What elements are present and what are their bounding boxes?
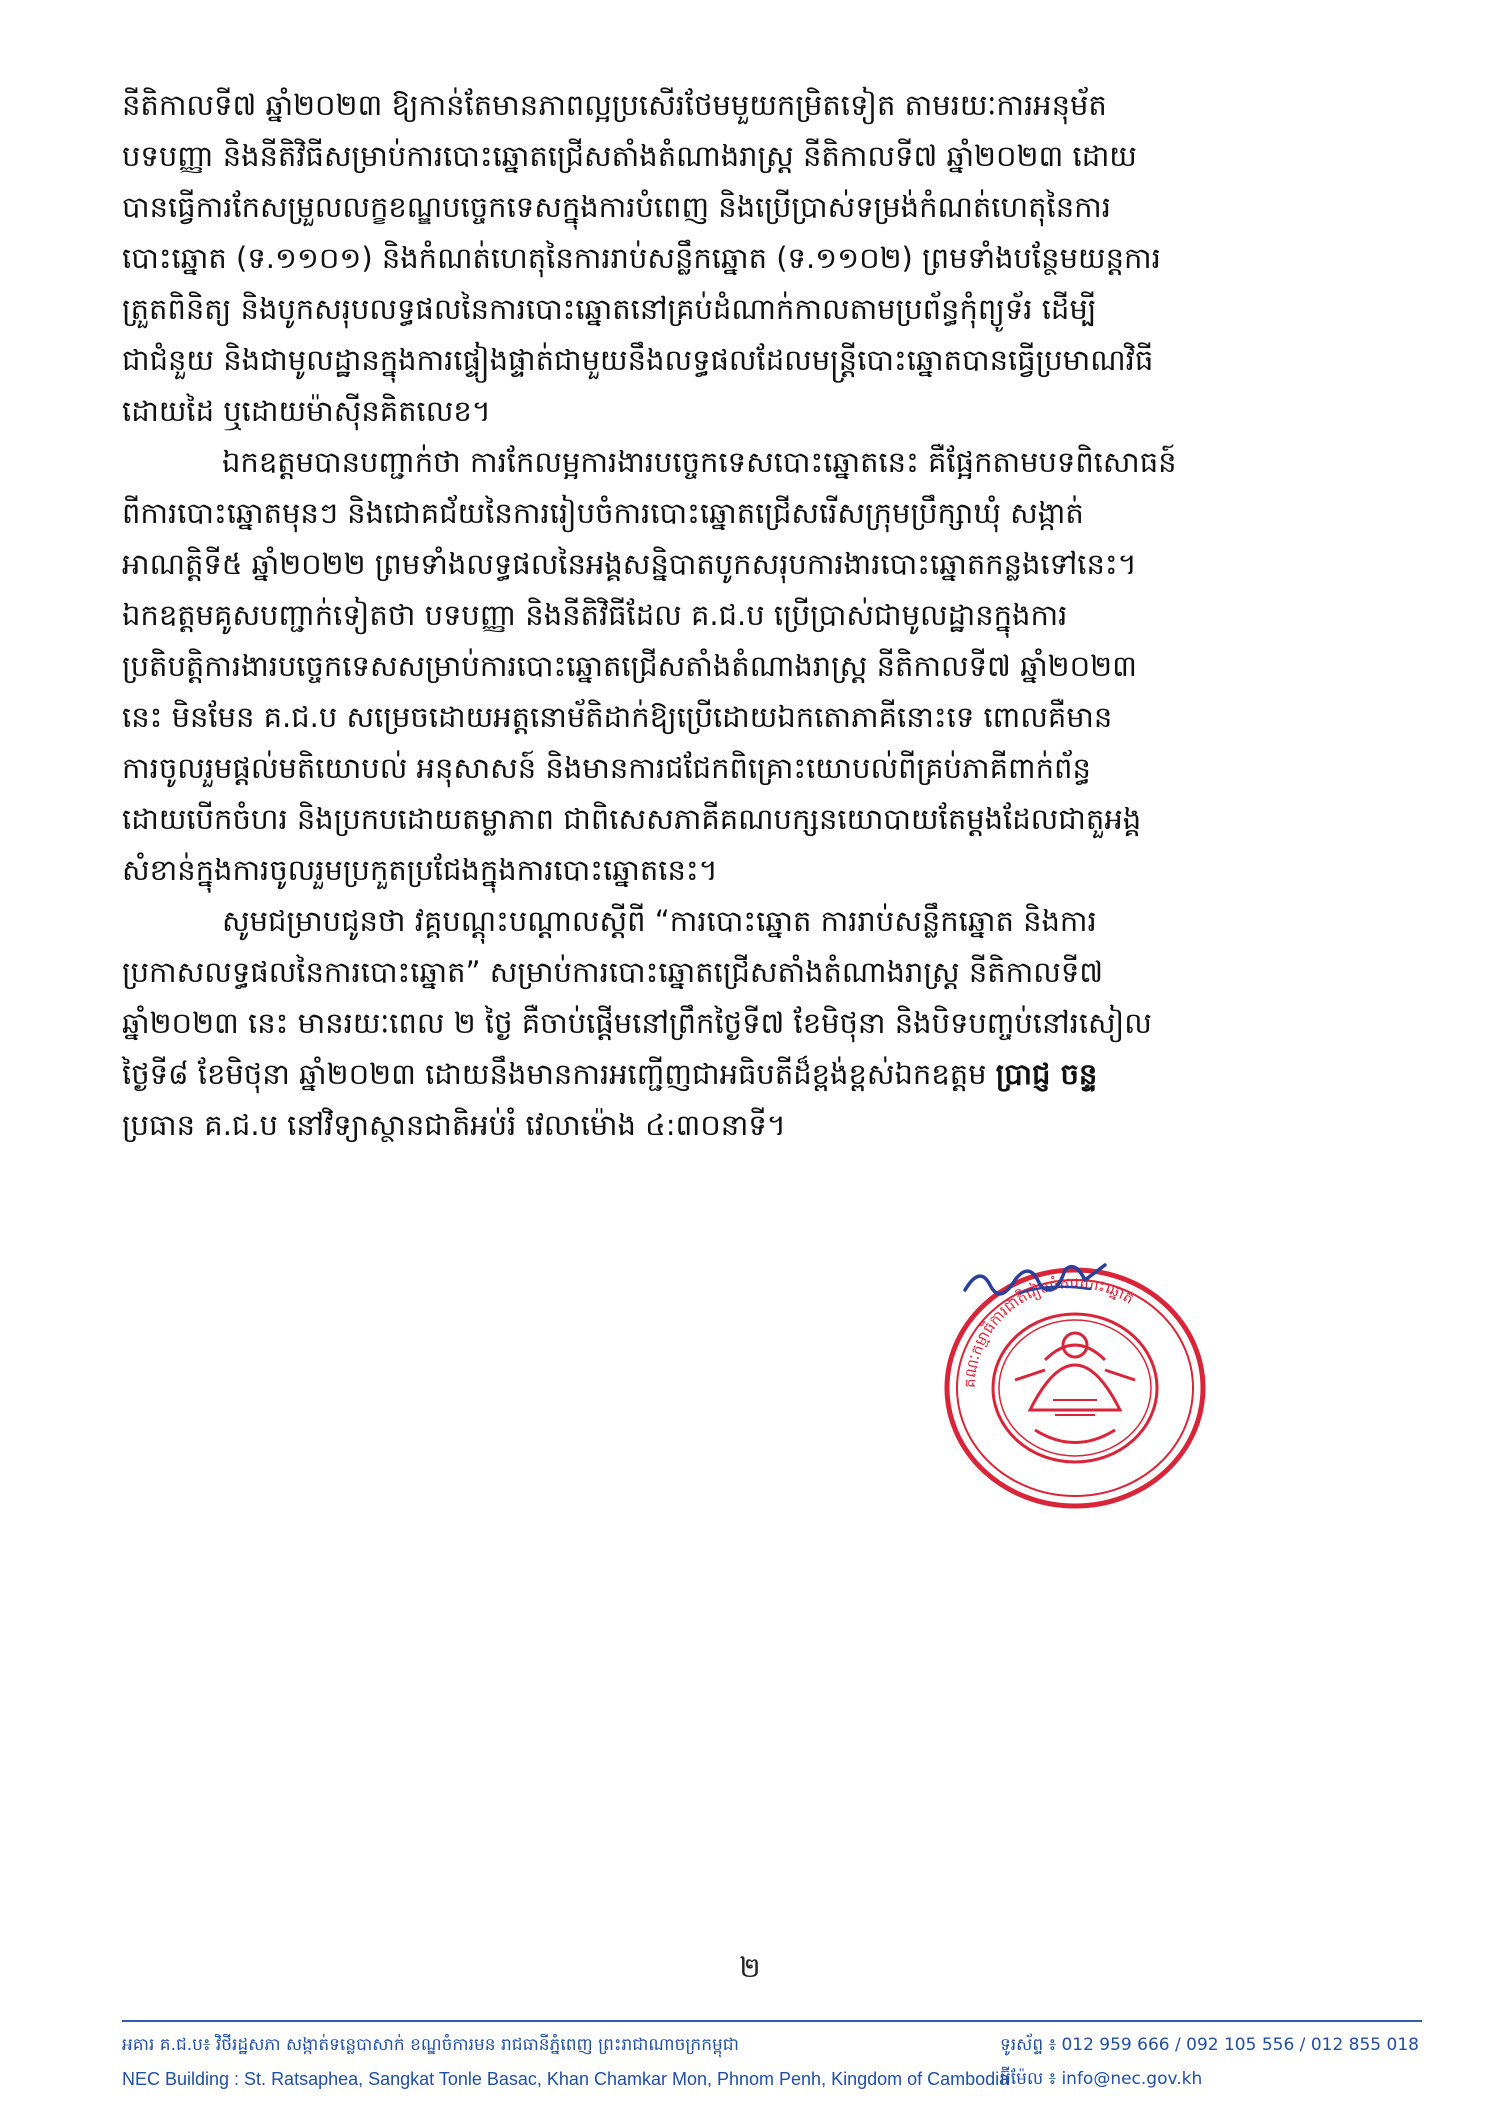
footer-address-en: NEC Building : St. Ratsaphea, Sangkat Tonle Basac, Khan Chamkar Mon, Phnom Penh, Kingdom of Cambodia	[122, 2069, 1010, 2089]
paragraph-3	[122, 896, 1382, 1151]
signature	[960, 1255, 1110, 1305]
footer-phone: ទូរស័ព្ទ ៖ 012 959 666 / 092 105 556 / 012 855 018	[1000, 2035, 1419, 2055]
text-line	[122, 1049, 1382, 1100]
text-line: នេះ មិនមែន គ.ជ.ប សម្រេចដោយអត្តនោម័តិដាក់ឱ្យប្រើដោយឯកតោភាគីនោះទេ ពោលគឺមាន	[122, 700, 1113, 734]
footer-divider	[122, 2020, 1422, 2022]
text-line: ប្រតិបត្តិការងារបច្ចេកទេសសម្រាប់ការបោះឆ្នោតជ្រើសតាំងតំណាងរាស្ត្រ នីតិកាលទី៧ ឆ្នាំ២០២៣	[122, 649, 1137, 683]
footer-email: អ៊ីម៉ែល ៖ info@nec.gov.kh	[1000, 2069, 1203, 2089]
text-line: ឯកឧត្តមគូសបញ្ជាក់ទៀតថា បទបញ្ញា និងនីតិវិធីដែល គ.ជ.ប ប្រើប្រាស់ជាមូលដ្ឋានក្នុងការ	[122, 598, 1068, 632]
seal-text: គណៈកម្មាធិការជាតិរៀបចំការបោះឆ្នោត	[960, 1273, 1138, 1389]
footer-contact	[1000, 2028, 1430, 2096]
text-line: បានធ្វើការកែសម្រួលលក្ខខណ្ឌបច្ចេកទេសក្នុងការបំពេញ និងប្រើប្រាស់ទម្រង់កំណត់ហេតុនៃការ	[122, 190, 1111, 224]
text-line: ការចូលរួមផ្តល់មតិយោបល់ អនុសាសន៍ និងមានការជជែកពិគ្រោះយោបល់ពីគ្រប់ភាគីពាក់ព័ន្ធ	[122, 751, 1091, 785]
text-fragment: ថ្ងៃទី៨ ខែមិថុនា ឆ្នាំ២០២៣ ដោយនឹងមានការអញ្ជើញជាអធិបតីដ៏ខ្ពង់ខ្ពស់ឯកឧត្តម	[122, 1057, 996, 1091]
text-line: នីតិកាលទី៧ ឆ្នាំ២០២៣ ឱ្យកាន់តែមានភាពល្អប្រសើរថែមមួយកម្រិតទៀត តាមរយៈការអនុម័ត	[122, 88, 1107, 122]
text-line: ឯកឧត្តមបានបញ្ជាក់ថា ការកែលម្អការងារបច្ចេកទេសបោះឆ្នោតនេះ គឺផ្អែកតាមបទពិសោធន៍	[222, 445, 1177, 479]
document-body	[122, 80, 1382, 1151]
text-line: ដោយបើកចំហរ និងប្រកបដោយតម្លាភាព ជាពិសេសភាគីគណបក្សនយោបាយតែម្តងដែលជាតួអង្គ	[122, 802, 1142, 836]
page-number: ២	[739, 1951, 761, 1984]
text-line: សំខាន់ក្នុងការចូលរួមប្រកួតប្រជែងក្នុងការបោះឆ្នោតនេះ។	[122, 853, 718, 887]
text-line: ឆ្នាំ២០២៣ នេះ មានរយៈពេល ២ ថ្ងៃ គឺចាប់ផ្តើមនៅព្រឹកថ្ងៃទី៧ ខែមិថុនា និងបិទបញ្ចប់នៅរសៀល	[122, 1006, 1152, 1040]
text-line: ត្រួតពិនិត្យ និងបូកសរុបលទ្ធផលនៃការបោះឆ្នោតនៅគ្រប់ដំណាក់កាលតាមប្រព័ន្ធកុំព្យូទ័រ ដើម្បី	[122, 292, 1097, 326]
text-line: អាណត្តិទី៥ ឆ្នាំ២០២២ ព្រមទាំងលទ្ធផលនៃអង្គសន្និបាតបូកសរុបការងារបោះឆ្នោតកន្លងទៅនេះ។	[122, 547, 1137, 581]
chairman-name: ប្រាជ្ញ ចន្ទ	[995, 1057, 1098, 1091]
text-line: ជាជំនួយ និងជាមូលដ្ឋានក្នុងការផ្ទៀងផ្ទាត់ជាមួយនឹងលទ្ធផលដែលមន្ត្រីបោះឆ្នោតបានធ្វើប្រមាណវិធី	[122, 343, 1154, 377]
text-line: បោះឆ្នោត (ទ.១១០១) និងកំណត់ហេតុនៃការរាប់សន្លឹកឆ្នោត (ទ.១១០២) ព្រមទាំងបន្ថែមយន្តការ	[122, 241, 1161, 275]
text-line: សូមជម្រាបជូនថា វគ្គបណ្តុះបណ្តាលស្តីពី “ការបោះឆ្នោត ការរាប់សន្លឹកឆ្នោត និងការ	[222, 904, 1097, 938]
text-line: ដោយដៃ ឬដោយម៉ាស៊ីនគិតលេខ។	[122, 394, 491, 428]
paragraph-1	[122, 80, 1382, 437]
paragraph-2	[122, 437, 1382, 896]
text-line: ពីការបោះឆ្នោតមុនៗ និងជោគជ័យនៃការរៀបចំការបោះឆ្នោតជ្រើសរើសក្រុមប្រឹក្សាឃុំ សង្កាត់	[122, 496, 1084, 530]
text-line: ប្រកាសលទ្ធផលនៃការបោះឆ្នោត” សម្រាប់ការបោះឆ្នោតជ្រើសតាំងតំណាងរាស្ត្រ នីតិកាលទី៧	[122, 955, 1104, 989]
footer-address-kh: អគារ គ.ជ.ប៖ វិថីរដ្ឋសភា សង្កាត់ទន្លេបាសាក់ ខណ្ឌចំការមន រាជធានីភ្នំពេញ ព្រះរាជាណាចក្រកម្ពុជា	[122, 2035, 739, 2055]
text-line: ប្រធាន គ.ជ.ប នៅវិទ្យាស្ថានជាតិអប់រំ វេលាម៉ោង ៤:៣០នាទី។	[122, 1108, 786, 1142]
footer-address	[122, 2028, 1010, 2096]
text-line: បទបញ្ញា និងនីតិវិធីសម្រាប់ការបោះឆ្នោតជ្រើសតាំងតំណាងរាស្ត្រ នីតិកាលទី៧ ឆ្នាំ២០២៣ ដោយ	[122, 139, 1137, 173]
